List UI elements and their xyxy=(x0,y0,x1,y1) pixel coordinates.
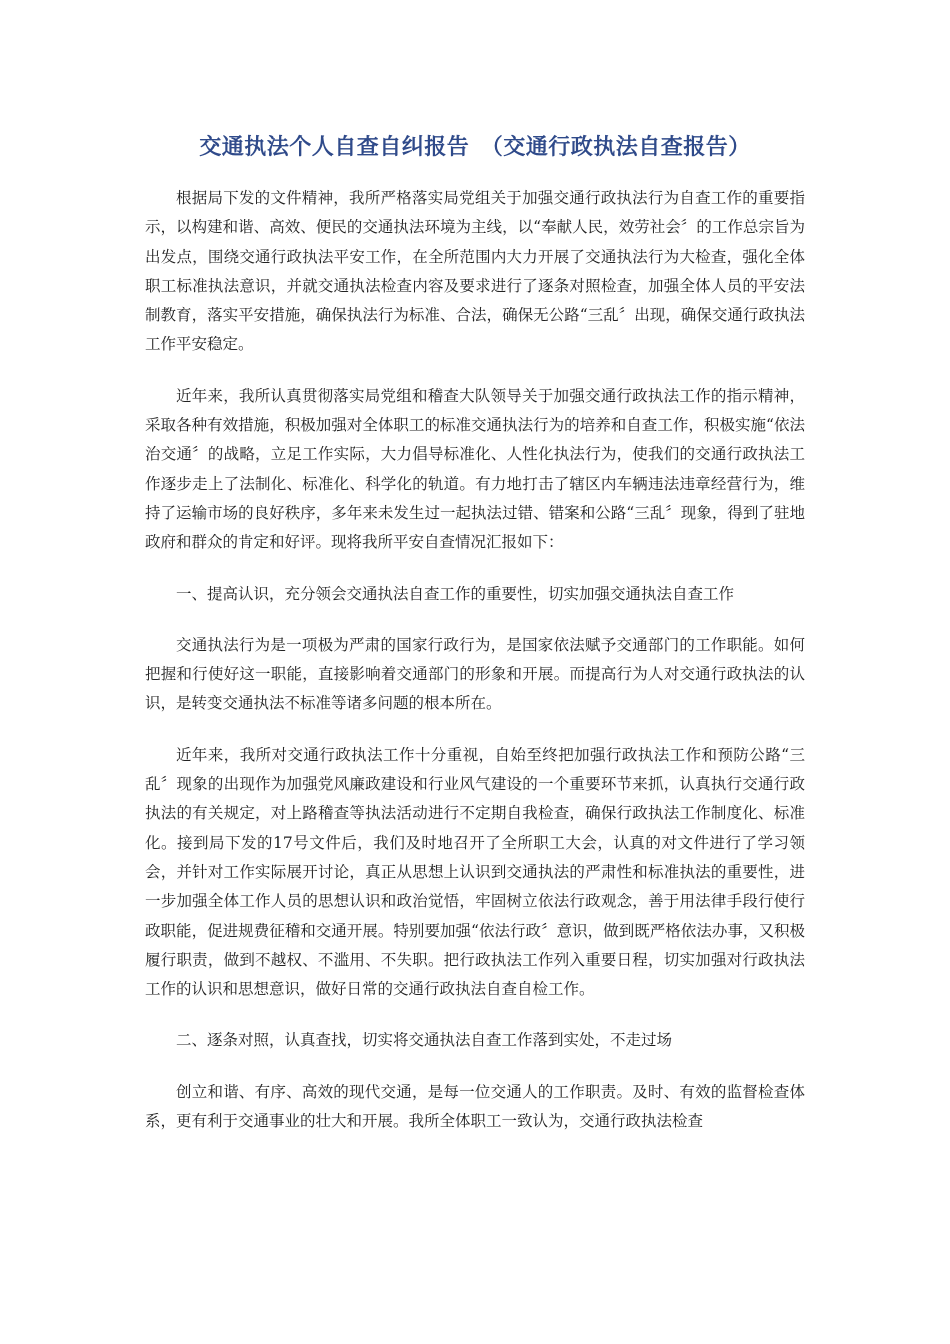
section-heading-2: 二、逐条对照，认真查找，切实将交通执法自查工作落到实处，不走过场 xyxy=(176,1031,673,1050)
paragraph-section1-b: 近年来，我所对交通行政执法工作十分重视，自始至终把加强行政执法工作和预防公路“三乱〞现象的出现作为加强党风廉政建设和行业风气建设的一个重要环节来抓，认真执行交通行政执法的有关规定，对上路稽查等执法活动进行不定期自我检查，确保行政执法工作制度化、标准化。接到局下发的17号文件后，我们及时地召开了全所职工大会，认真的对文件进行了学习领会，并针对工作实际展开讨论，真正从思想上认识到交通执法的严肃性和标准执法的重要性，进一步加强全体工作人员的思想认识和政治觉悟，牢固树立依法行政观念，善于用法律手段行使行政职能，促进规费征稽和交通开展。特别要加强“依法行政〞意识，做到既严格依法办事，又积极履行职责，做到不越权、不滥用、不失职。把行政执法工作列入重要日程，切实加强对行政执法工作的认识和思想意识，做好日常的交通行政执法自查自检工作。 xyxy=(145,745,805,999)
paragraph-background: 近年来，我所认真贯彻落实局党组和稽查大队领导关于加强交通行政执法工作的指示精神，采取各种有效措施，积极加强对全体职工的标准交通执法行为的培养和自查工作，积极实施“依法治交通〞的战略，立足工作实际，大力倡导标准化、人性化执法行为，使我们的交通行政执法工作逐步走上了法制化、标准化、科学化的轨道。有力地打击了辖区内车辆违法违章经营行为，维持了运输市场的良好秩序，多年来未发生过一起执法过错、错案和公路“三乱〞现象，得到了驻地政府和群众的肯定和好评。现将我所平安自查情况汇报如下： xyxy=(145,386,805,552)
document-title: 交通执法个人自查自纠报告 （交通行政执法自查报告） xyxy=(199,135,751,160)
paragraph-section1-a: 交通执法行为是一项极为严肃的国家行政行为，是国家依法赋予交通部门的工作职能。如何把握和行使好这一职能，直接影响着交通部门的形象和开展。而提高行为人对交通行政执法的认识，是转变交通执法不标准等诸多问题的根本所在。 xyxy=(145,635,805,713)
section-heading-1: 一、提高认识，充分领会交通执法自查工作的重要性，切实加强交通执法自查工作 xyxy=(176,584,735,603)
paragraph-intro: 根据局下发的文件精神，我所严格落实局党组关于加强交通行政执法行为自查工作的重要指示，以构建和谐、高效、便民的交通执法环境为主线，以“奉献人民，效劳社会〞的工作总宗旨为出发点，围绕交通行政执法平安工作，在全所范围内大力开展了交通执法行为大检查，强化全体职工标准执法意识，并就交通执法检查内容及要求进行了逐条对照检查，加强全体人员的平安法制教育，落实平安措施，确保执法行为标准、合法，确保无公路“三乱〞出现，确保交通行政执法工作平安稳定。 xyxy=(145,189,805,354)
paragraph-section2-a: 创立和谐、有序、高效的现代交通，是每一位交通人的工作职责。及时、有效的监督检查体系，更有利于交通事业的壮大和开展。我所全体职工一致认为，交通行政执法检查 xyxy=(145,1082,805,1131)
document-body xyxy=(145,184,805,1158)
